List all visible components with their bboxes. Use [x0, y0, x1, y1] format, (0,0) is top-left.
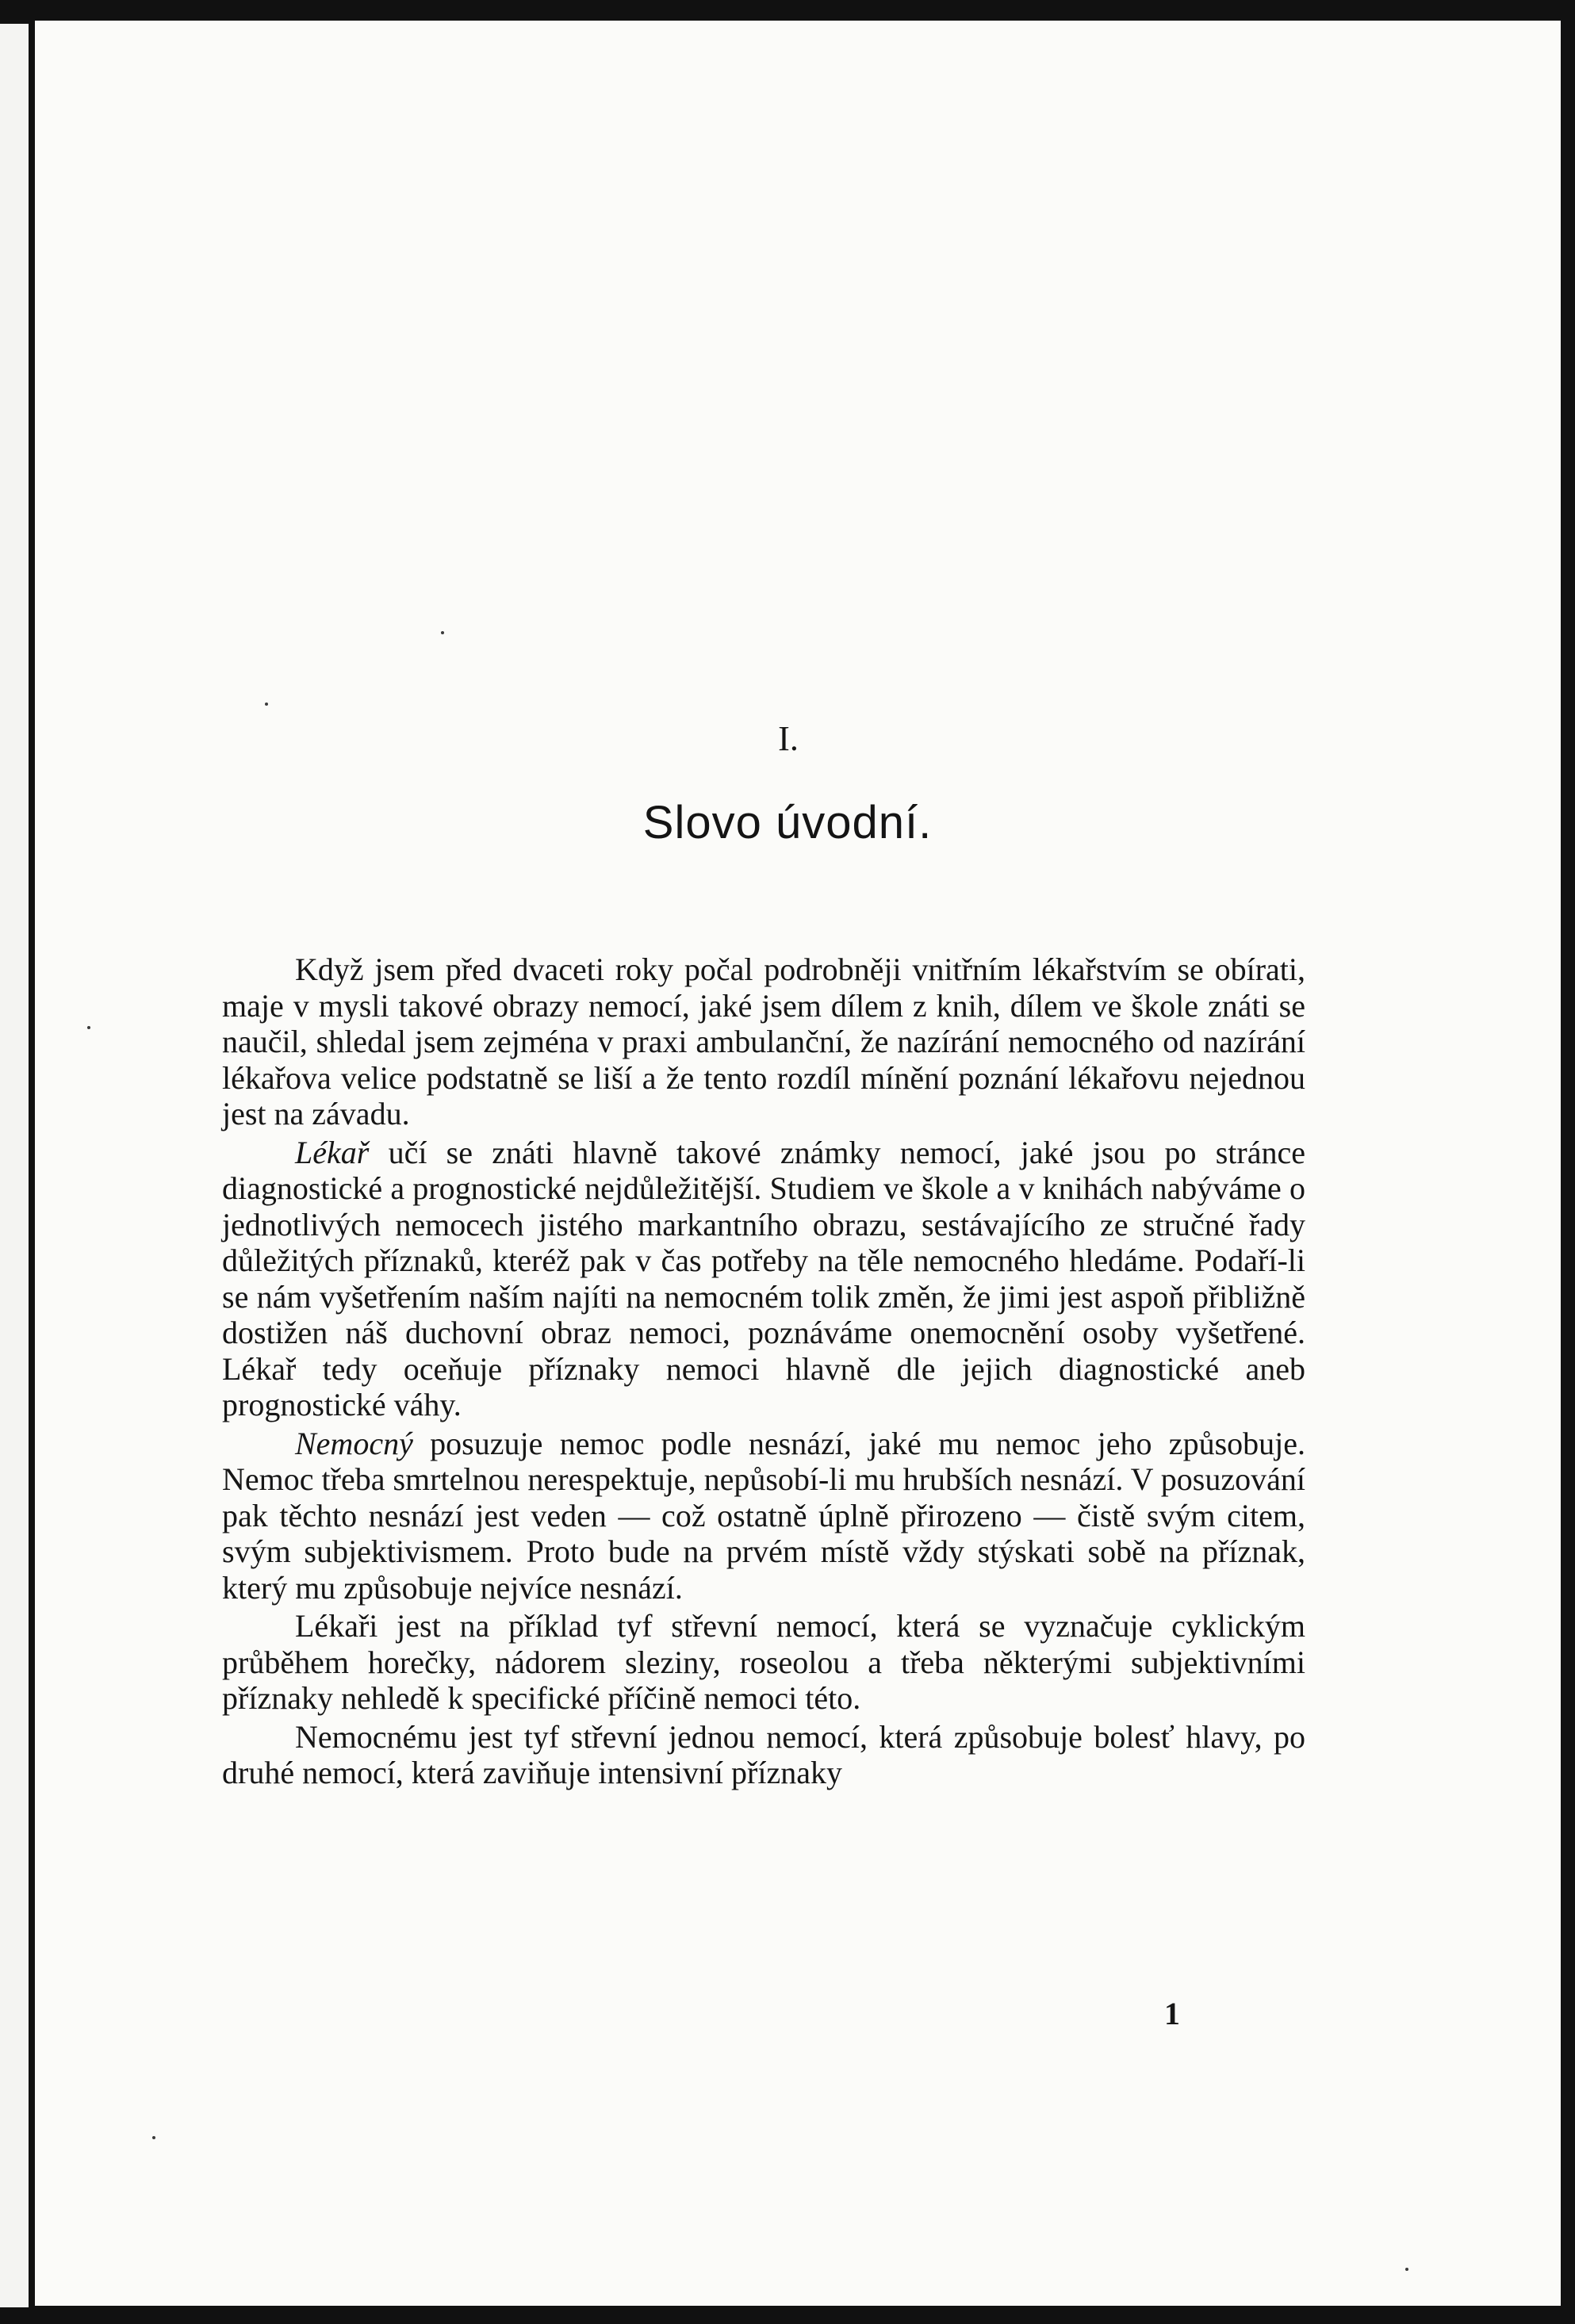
paragraph-2	[222, 1135, 1305, 1423]
paragraph-5-text: Nemocnému jest tyf střevní jednou nemocí, která způsobuje bolesť hlavy, po druhé nemocí, která zaviňuje intensivní příznaky	[222, 1718, 1305, 1790]
paragraph-3	[222, 1426, 1305, 1606]
scan-speck	[265, 703, 268, 706]
chapter-title: Slovo úvodní.	[642, 797, 933, 848]
book-page	[35, 21, 1561, 2306]
scan-speck	[1405, 2268, 1408, 2271]
paragraph-1	[222, 951, 1305, 1132]
paragraph-4-text: Lékaři jest na příklad tyf střevní nemocí, která se vyznačuje cyklickým průběhem horečky, nádorem sleziny, roseolou a třeba některými subjektivními příznaky nehledě k specifické příčině nemoci této.	[222, 1608, 1305, 1716]
paragraph-3-text: posuzuje nemoc podle nesnází, jaké mu nemoc jeho způsobuje. Nemoc třeba smrtelnou nerespektuje, nepůsobí-li mu hrubších nesnází. V posuzování pak těchto nesnází jest veden — což ostatně úplně přirozeno — čistě svým citem, svým subjektivismem. Proto bude na prvém místě vždy stýskati sobě na příznak, který mu způsobuje nejvíce nesnází.	[222, 1425, 1305, 1606]
scan-speck	[87, 1026, 90, 1029]
body-text	[222, 951, 1305, 1791]
adjacent-page-edge	[0, 24, 29, 2307]
paragraph-2-lead: Lékař	[295, 1134, 370, 1170]
paragraph-3-lead: Nemocný	[295, 1425, 413, 1461]
paragraph-1-text: Když jsem před dvaceti roky počal podrobněji vnitřním lékařstvím se obírati, maje v mysli takové obrazy nemocí, jaké jsem dílem z knih, dílem ve škole znáti se naučil, shledal jsem zejména v praxi ambulanční, že nazírání nemocného od nazírání lékařova velice podstatně se liší a že tento rozdíl mínění poznání lékařovu nejednou jest na závadu.	[222, 951, 1305, 1131]
chapter-number: I.	[778, 719, 799, 758]
scan-speck	[152, 2136, 155, 2139]
paragraph-4	[222, 1608, 1305, 1717]
paragraph-5	[222, 1719, 1305, 1791]
page-number: 1	[1164, 1996, 1180, 2031]
scan-speck	[441, 631, 444, 634]
paragraph-2-text: učí se znáti hlavně takové známky nemocí, jaké jsou po stránce diagnostické a prognostické nejdůležitější. Studiem ve škole a v knihách nabýváme o jednotlivých nemocech jistého markantního obrazu, sestávajícího ze stručné řady důležitých příznaků, kteréž pak v čas potřeby na těle nemocného hledáme. Podaří-li se nám vyšetřením naším najíti na nemocném tolik změn, že jimi jest aspoň přibližně dostižen náš duchovní obraz nemoci, poznáváme onemocnění osoby vyšetřené. Lékař tedy oceňuje příznaky nemoci hlavně dle jejich diagnostické aneb prognostické váhy.	[222, 1134, 1305, 1422]
